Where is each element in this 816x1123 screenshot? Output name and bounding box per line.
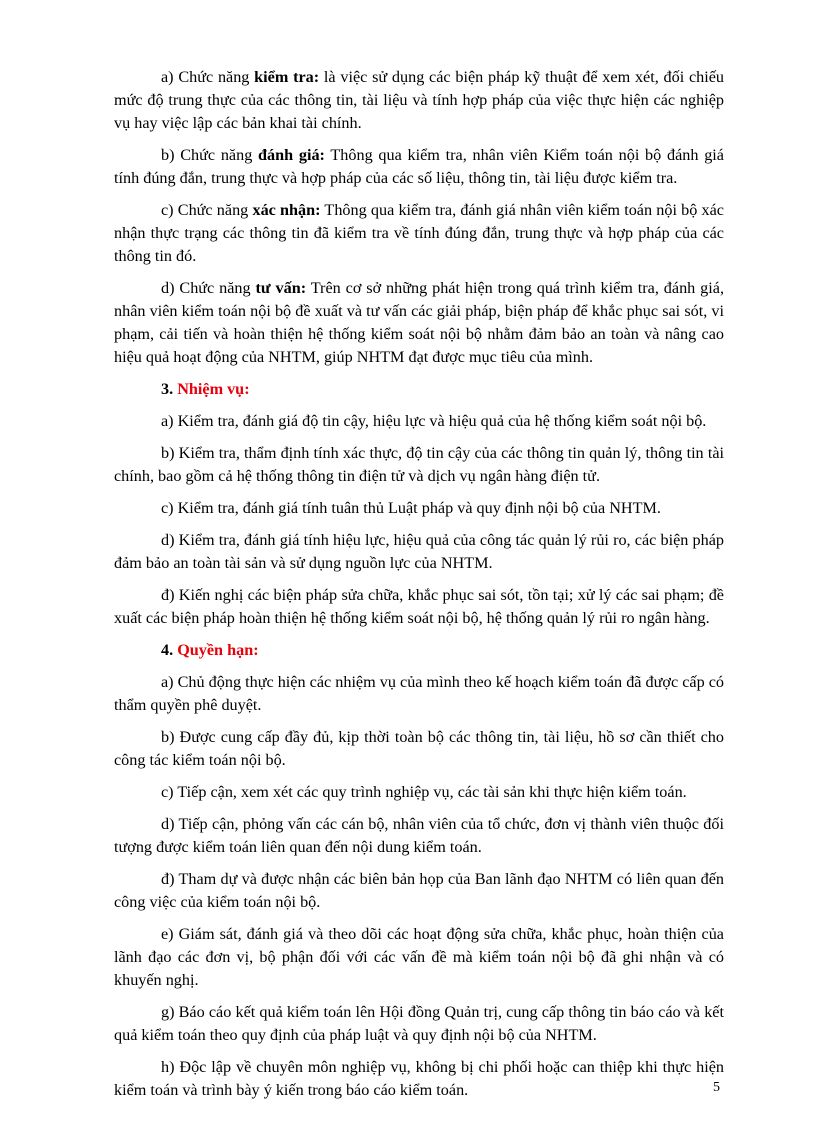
duty-item: đ) Kiến nghị các biện pháp sửa chữa, khắc phục sai sót, tồn tại; xử lý các sai phạm; đề xuất các biện pháp hoàn thiện hệ thống kiểm soát nội bộ, hệ thống quản lý rủi ro ngân hàng. xyxy=(114,586,724,627)
power-item: h) Độc lập về chuyên môn nghiệp vụ, không bị chi phối hoặc can thiệp khi thực hiện kiểm toán và trình bày ý kiến trong báo cáo kiểm toán. xyxy=(114,1058,724,1099)
document-page xyxy=(114,66,724,1111)
page-number: 5 xyxy=(713,1080,720,1095)
duty-item: d) Kiểm tra, đánh giá tính hiệu lực, hiệu quả của công tác quản lý rủi ro, các biện pháp đảm bảo an toàn tài sản và sử dụng nguồn lực của NHTM. xyxy=(114,531,724,572)
function-paragraph-evaluate: b) Chức năng đánh giá: Thông qua kiểm tra, nhân viên Kiểm toán nội bộ đánh giá tính đúng đắn, trung thực và hợp pháp của các số liệu, thông tin, tài liệu được kiểm tra. xyxy=(114,146,724,187)
function-paragraph-confirm: c) Chức năng xác nhận: Thông qua kiểm tra, đánh giá nhân viên kiểm toán nội bộ xác nhận thực trạng các thông tin đã kiểm tra về tính đúng đắn, trung thực và hợp pháp của các thông tin đó. xyxy=(114,201,724,265)
section-heading-duties: 3. Nhiệm vụ: xyxy=(161,380,250,398)
section-heading-powers: 4. Quyền hạn: xyxy=(161,641,259,659)
duty-item: a) Kiểm tra, đánh giá độ tin cậy, hiệu lực và hiệu quả của hệ thống kiểm soát nội bộ. xyxy=(161,412,707,430)
power-item: b) Được cung cấp đầy đủ, kịp thời toàn bộ các thông tin, tài liệu, hồ sơ cần thiết cho công tác kiểm toán nội bộ. xyxy=(114,728,724,769)
power-item: e) Giám sát, đánh giá và theo dõi các hoạt động sửa chữa, khắc phục, hoàn thiện của lãnh đạo các đơn vị, bộ phận đối với các vấn đề mà kiểm toán nội bộ đã ghi nhận và có khuyến nghị. xyxy=(114,925,724,989)
duty-item: b) Kiểm tra, thẩm định tính xác thực, độ tin cậy của các thông tin quản lý, thông tin tài chính, bao gồm cả hệ thống thông tin điện tử và dịch vụ ngân hàng điện tử. xyxy=(114,444,724,485)
duty-item: c) Kiểm tra, đánh giá tính tuân thủ Luật pháp và quy định nội bộ của NHTM. xyxy=(161,499,661,517)
term-advise: tư vấn: xyxy=(255,279,307,297)
power-item: đ) Tham dự và được nhận các biên bản họp của Ban lãnh đạo NHTM có liên quan đến công việc của kiểm toán nội bộ. xyxy=(114,870,724,911)
power-item: c) Tiếp cận, xem xét các quy trình nghiệp vụ, các tài sản khi thực hiện kiểm toán. xyxy=(161,783,687,801)
power-item: g) Báo cáo kết quả kiểm toán lên Hội đồng Quản trị, cung cấp thông tin báo cáo và kết quả kiểm toán theo quy định của pháp luật và quy định nội bộ của NHTM. xyxy=(114,1003,724,1044)
term-confirm: xác nhận: xyxy=(252,201,321,219)
function-paragraph-check: a) Chức năng kiểm tra: là việc sử dụng các biện pháp kỹ thuật để xem xét, đối chiếu mức độ trung thực của các thông tin, tài liệu và tính hợp pháp của việc thực hiện các nghiệp vụ hay việc lập các bản khai tài chính. xyxy=(114,68,725,132)
power-item: a) Chủ động thực hiện các nhiệm vụ của mình theo kế hoạch kiểm toán đã được cấp có thẩm quyền phê duyệt. xyxy=(114,673,724,714)
term-evaluate: đánh giá: xyxy=(258,146,325,164)
power-item: d) Tiếp cận, phỏng vấn các cán bộ, nhân viên của tổ chức, đơn vị thành viên thuộc đối tượng được kiểm toán liên quan đến nội dung kiểm toán. xyxy=(114,815,724,856)
function-paragraph-advise: d) Chức năng tư vấn: Trên cơ sở những phát hiện trong quá trình kiểm tra, đánh giá, nhân viên kiểm toán nội bộ đề xuất và tư vấn các giải pháp, biện pháp để khắc phục sai sót, vi phạm, cải tiến và hoàn thiện hệ thống kiểm soát nội bộ nhằm đảm bảo an toàn và nâng cao hiệu quả hoạt động của NHTM, giúp NHTM đạt được mục tiêu của mình. xyxy=(114,279,724,366)
term-check: kiểm tra: xyxy=(254,68,320,86)
